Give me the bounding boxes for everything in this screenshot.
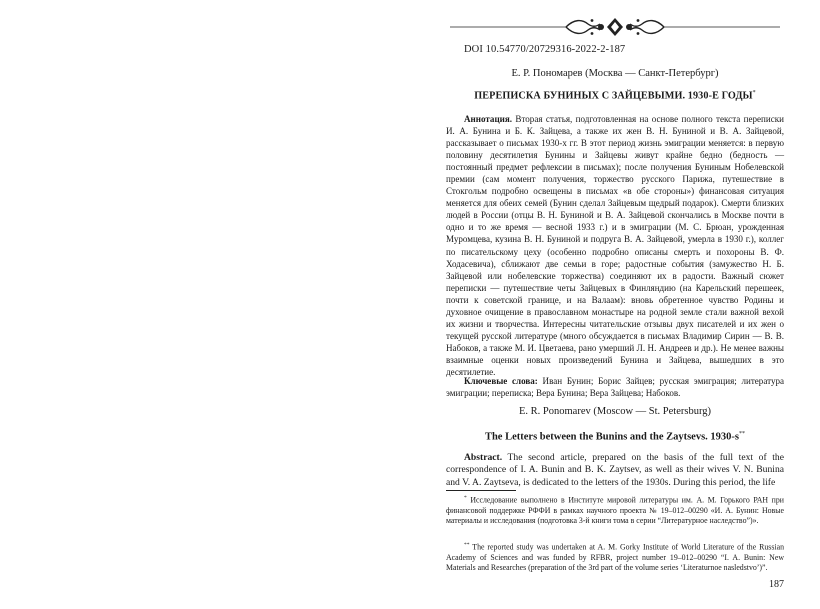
page-number: 187 (769, 579, 784, 590)
abstract-en (446, 452, 784, 489)
article-title-en (446, 431, 784, 443)
abstract-label-ru: Аннотация. (464, 114, 513, 124)
footnote-1-mark: * (464, 495, 467, 501)
article-title-ru (446, 90, 784, 101)
footnote-1-text: Исследование выполнено в Институте мировой литературы им. А. М. Горького РАН при финансовой поддержке РФФИ в рамках научного проекта № 19–012–00290 «И. А. Бунин: Новые материалы и исследования (подготовка 3-й книги тома в серии “Литературное наследство”)». (446, 495, 784, 526)
doi-identifier: DOI 10.54770/20729316-2022-2-187 (464, 44, 626, 55)
keywords-label-ru: Ключевые слова: (464, 376, 538, 386)
footnote-2-text: The reported study was undertaken at A. M. Gorky Institute of World Literature of the Russian Academy of Sciences and was funded by RFBR, project number 19–012–00290 “I. A. Bunin: New Materials and Researches (preparation of the 3rd part of the volume series ‘Literaturnoe nasledstvo’)”. (446, 542, 784, 573)
abstract-text-ru: Вторая статья, подготовленная на основе полного текста переписки И. А. Бунина и Б. К. Зайцева, а также их жен В. Н. Буниной и В. А. Зайцевой, рассказывает о письмах 1930-х гг. В этот период жизнь эмиграции меняется: в первую половину десятилетия Бунины и Зайцевы живут крайне бедно (бедность — постоянный предмет рефлексии в письмах); после получения Буниным Нобелевской премии (сам момент получения, торжество русского Парижа, путешествие в Стокгольм подробно освещены в письмах «в обе стороны») финансовая ситуация меняется для обеих семей (Бунин сделал Зайцевым щедрый подарок). Смерти близких людей в России (отцы В. Н. Буниной и В. А. Зайцевой скончались в Москве почти в одно и то же время — весной 1933 г.) и в эмиграции (М. С. Брюан, урожденная Муромцева, кузина В. Н. Буниной и подруга В. А. Зайцевой, умерла в 1930 г.), коллег по писательскому цеху (особенно подробно описаны смерть и похороны В. Ф. Ходасевича), сближают две семьи в горе; радостные события (замужество Н. Б. Зайцевой или нобелевские торжества) соединяют их в радости. Важный сюжет переписки — путешествие четы Зайцевых в Финляндию (на Карельский перешеек, почти к советской границе, и на Валаам): вновь обретенное чувство Родины и духовное очищение в православном монастыре на родной земле стали важной вехой их жизни и творчества. Интересны читательские отзывы двух писателей и их жен о текущей русской литературе (много обсуждается в письмах Владимир Сирин — В. В. Набоков, а также М. И. Цветаева, рано умерший Л. Н. Андреев и др.). Не менее важны взаимные оценки новых произведений Бунина и Зайцева, вышедших в это десятилетие. (446, 114, 784, 377)
footnote-2 (446, 540, 784, 573)
decorative-header-ornament-icon (446, 16, 784, 38)
abstract-ru (446, 113, 784, 378)
title-text-ru: ПЕРЕПИСКА БУНИНЫХ С ЗАЙЦЕВЫМИ. 1930-Е ГОДЫ (474, 90, 753, 102)
author-line-ru: Е. Р. Пономарев (Москва — Санкт-Петербург) (511, 68, 719, 79)
journal-page (446, 0, 784, 609)
abstract-label-en: Abstract. (464, 452, 503, 463)
title-text-en: The Letters between the Bunins and the Zaytsevs. 1930-s (484, 431, 740, 443)
author-line-en: E. R. Ponomarev (Moscow — St. Petersburg) (519, 406, 711, 417)
keywords-ru (446, 375, 784, 399)
footnote-2-mark: ** (464, 542, 470, 548)
abstract-text-en: The second article, prepared on the basis of the full text of the correspondence of I. A. Bunin and B. K. Zaytsev, as well as their wives V. N. Bunina and V. A. Zaytseva, is dedicated to the letters of the 1930s. During this period, the life (446, 452, 784, 488)
footnote-1 (446, 493, 784, 526)
footnote-divider (446, 490, 516, 491)
title-footnote-mark-ru: * (752, 90, 756, 96)
keywords-text-ru: Иван Бунин; Борис Зайцев; русская эмиграция; литература эмиграции; переписка; Вера Бунина; Вера Зайцева; Набоков. (446, 376, 785, 399)
title-footnote-mark-en: ** (739, 431, 746, 437)
